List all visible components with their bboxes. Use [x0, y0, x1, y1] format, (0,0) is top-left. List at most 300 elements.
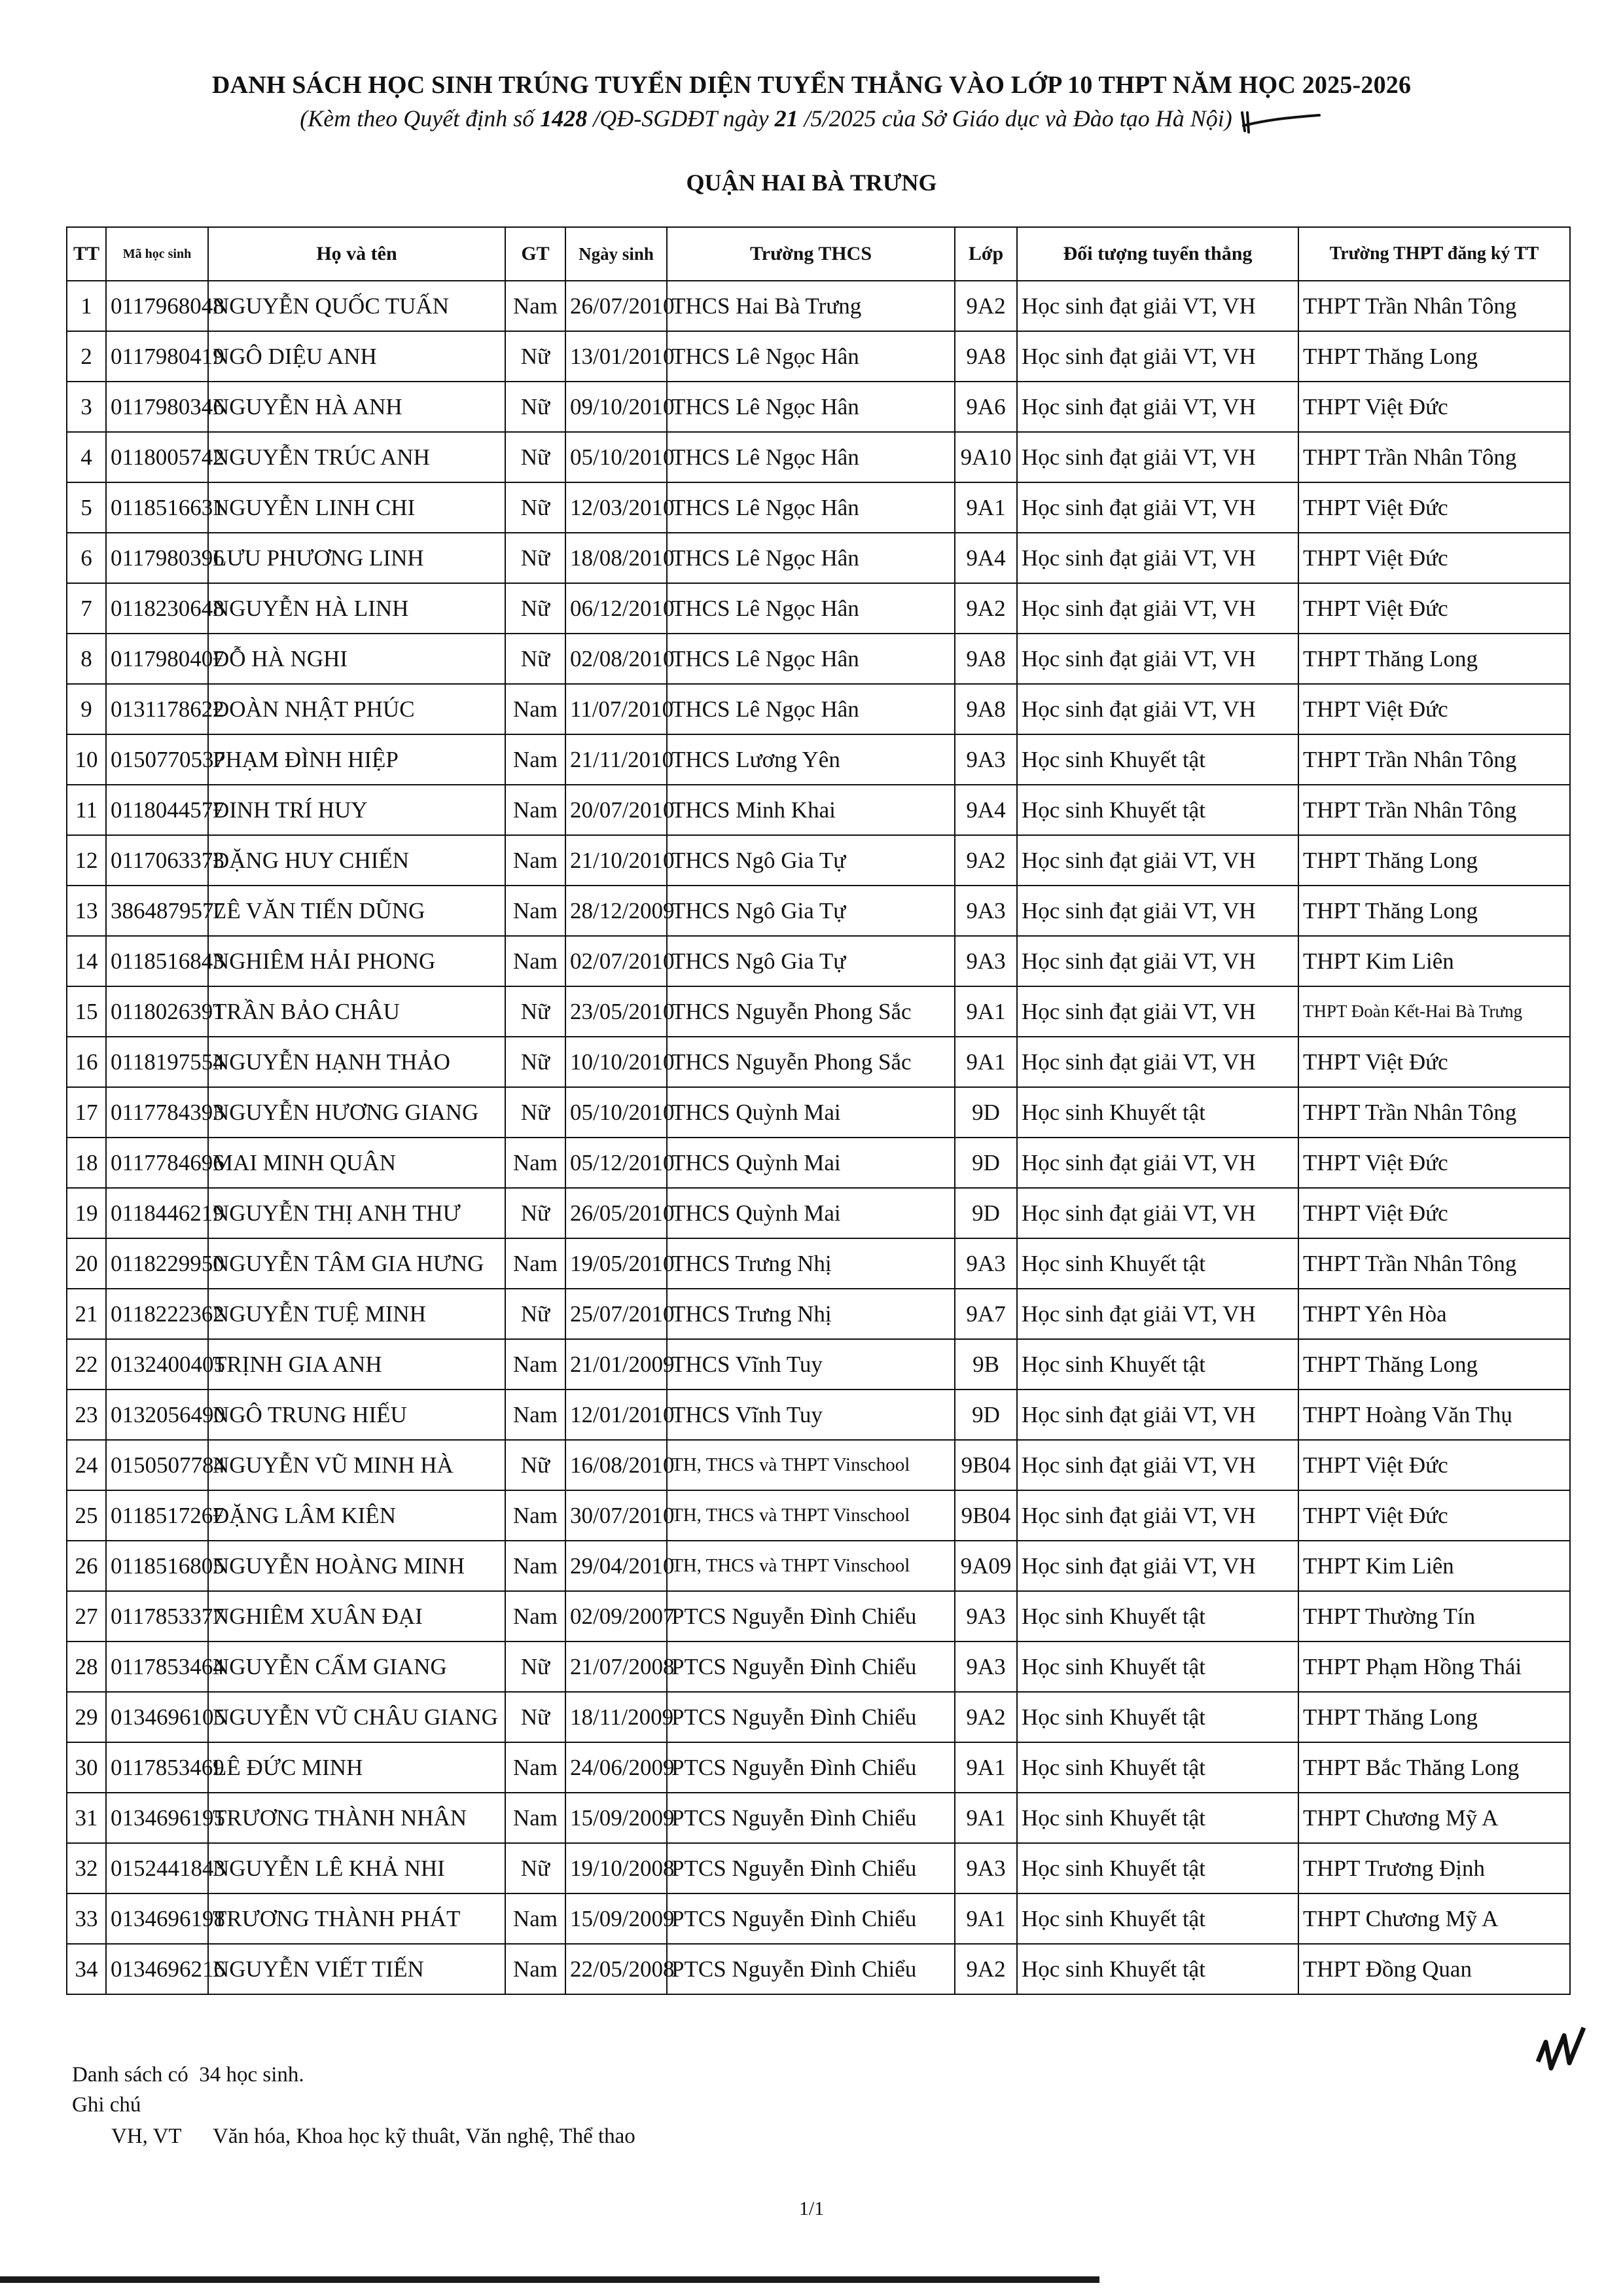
subtitle-pre: (Kèm theo Quyết định số	[300, 105, 535, 132]
birth-date-cell: 24/06/2009	[565, 1742, 667, 1793]
full-name-cell: MAI MINH QUÂN	[208, 1138, 505, 1188]
gender-cell: Nữ	[505, 382, 565, 432]
row-number-cell: 1	[67, 281, 106, 331]
gender-cell: Nữ	[505, 533, 565, 583]
table-row	[67, 1893, 1570, 1944]
col-header-admission-category: Đối tượng tuyển thẳng	[1017, 227, 1298, 281]
registered-high-school-cell: THPT Trần Nhân Tông	[1298, 281, 1570, 331]
secondary-school-cell: THCS Quỳnh Mai	[667, 1138, 955, 1188]
student-code-cell: 0118230648	[106, 583, 208, 634]
registered-high-school-cell: THPT Việt Đức	[1298, 533, 1570, 583]
table-row	[67, 1188, 1570, 1238]
student-count-label: Danh sách có	[72, 2063, 188, 2087]
student-code-cell: 0117980396	[106, 533, 208, 583]
gender-cell: Nữ	[505, 1440, 565, 1490]
col-header-tt: TT	[67, 227, 106, 281]
class-name-cell: 9B04	[955, 1490, 1017, 1541]
student-code-cell: 0118229950	[106, 1238, 208, 1289]
student-code-cell: 0117853469	[106, 1742, 208, 1793]
class-name-cell: 9A7	[955, 1289, 1017, 1339]
row-number-cell: 33	[67, 1893, 106, 1944]
student-code-cell: 0117784393	[106, 1087, 208, 1138]
full-name-cell: NGUYỄN QUỐC TUẤN	[208, 281, 505, 331]
full-name-cell: NGUYỄN HÀ ANH	[208, 382, 505, 432]
secondary-school-cell: THCS Ngô Gia Tự	[667, 835, 955, 886]
class-name-cell: 9A3	[955, 886, 1017, 936]
gender-cell: Nam	[505, 936, 565, 986]
class-name-cell: 9A3	[955, 1641, 1017, 1692]
registered-high-school-cell: THPT Việt Đức	[1298, 684, 1570, 734]
table-row	[67, 886, 1570, 936]
secondary-school-cell: THCS Lê Ngọc Hân	[667, 382, 955, 432]
class-name-cell: 9A09	[955, 1541, 1017, 1591]
registered-high-school-cell: THPT Việt Đức	[1298, 583, 1570, 634]
class-name-cell: 9A2	[955, 281, 1017, 331]
row-number-cell: 16	[67, 1037, 106, 1087]
registered-high-school-cell: THPT Thăng Long	[1298, 886, 1570, 936]
registered-high-school-cell: THPT Việt Đức	[1298, 1138, 1570, 1188]
table-row	[67, 835, 1570, 886]
student-code-cell: 0134696216	[106, 1944, 208, 1994]
gender-cell: Nữ	[505, 634, 565, 684]
registered-high-school-cell: THPT Kim Liên	[1298, 936, 1570, 986]
row-number-cell: 32	[67, 1843, 106, 1893]
birth-date-cell: 15/09/2009	[565, 1793, 667, 1843]
admission-category-cell: Học sinh Khuyết tật	[1017, 1692, 1298, 1742]
full-name-cell: NGUYỄN HẠNH THẢO	[208, 1037, 505, 1087]
birth-date-cell: 19/10/2008	[565, 1843, 667, 1893]
birth-date-cell: 15/09/2009	[565, 1893, 667, 1944]
registered-high-school-cell: THPT Thăng Long	[1298, 634, 1570, 684]
birth-date-cell: 11/07/2010	[565, 684, 667, 734]
registered-high-school-cell: THPT Việt Đức	[1298, 1037, 1570, 1087]
registered-high-school-cell: THPT Trần Nhân Tông	[1298, 432, 1570, 482]
class-name-cell: 9A1	[955, 1037, 1017, 1087]
birth-date-cell: 18/11/2009	[565, 1692, 667, 1742]
secondary-school-cell: PTCS Nguyễn Đình Chiểu	[667, 1843, 955, 1893]
table-row	[67, 1339, 1570, 1390]
row-number-cell: 12	[67, 835, 106, 886]
full-name-cell: NGUYỄN TÂM GIA HƯNG	[208, 1238, 505, 1289]
table-row	[67, 1087, 1570, 1138]
secondary-school-cell: THCS Vĩnh Tuy	[667, 1339, 955, 1390]
table-row	[67, 734, 1570, 785]
table-row	[67, 1641, 1570, 1692]
student-code-cell: 0118197554	[106, 1037, 208, 1087]
birth-date-cell: 26/05/2010	[565, 1188, 667, 1238]
admission-category-cell: Học sinh Khuyết tật	[1017, 1843, 1298, 1893]
gender-cell: Nữ	[505, 1087, 565, 1138]
gender-cell: Nam	[505, 835, 565, 886]
birth-date-cell: 28/12/2009	[565, 886, 667, 936]
table-row	[67, 1289, 1570, 1339]
admission-category-cell: Học sinh đạt giải VT, VH	[1017, 1490, 1298, 1541]
registered-high-school-cell: THPT Đồng Quan	[1298, 1944, 1570, 1994]
secondary-school-cell: THCS Quỳnh Mai	[667, 1087, 955, 1138]
student-code-cell: 0117968048	[106, 281, 208, 331]
row-number-cell: 25	[67, 1490, 106, 1541]
student-code-cell: 0117853377	[106, 1591, 208, 1641]
gender-cell: Nam	[505, 1390, 565, 1440]
birth-date-cell: 18/08/2010	[565, 533, 667, 583]
row-number-cell: 34	[67, 1944, 106, 1994]
gender-cell: Nam	[505, 1138, 565, 1188]
registered-high-school-cell: THPT Đoàn Kết-Hai Bà Trưng	[1298, 986, 1570, 1037]
secondary-school-cell: THCS Lê Ngọc Hân	[667, 684, 955, 734]
gender-cell: Nam	[505, 1591, 565, 1641]
row-number-cell: 6	[67, 533, 106, 583]
full-name-cell: NGUYỄN LINH CHI	[208, 482, 505, 533]
handwritten-decision-day: 21	[774, 105, 798, 132]
full-name-cell: LÊ VĂN TIẾN DŨNG	[208, 886, 505, 936]
full-name-cell: NGUYỄN LÊ KHẢ NHI	[208, 1843, 505, 1893]
birth-date-cell: 29/04/2010	[565, 1541, 667, 1591]
full-name-cell: NGUYỄN TRÚC ANH	[208, 432, 505, 482]
full-name-cell: NGÔ TRUNG HIẾU	[208, 1390, 505, 1440]
student-code-cell: 0150507784	[106, 1440, 208, 1490]
secondary-school-cell: TH, THCS và THPT Vinschool	[667, 1541, 955, 1591]
registered-high-school-cell: THPT Việt Đức	[1298, 1188, 1570, 1238]
gender-cell: Nam	[505, 886, 565, 936]
page-number: 1/1	[798, 2198, 825, 2219]
class-name-cell: 9D	[955, 1188, 1017, 1238]
row-number-cell: 13	[67, 886, 106, 936]
admission-category-cell: Học sinh đạt giải VT, VH	[1017, 331, 1298, 382]
student-code-cell: 0118516805	[106, 1541, 208, 1591]
student-code-cell: 0118026391	[106, 986, 208, 1037]
table-row	[67, 1238, 1570, 1289]
admission-category-cell: Học sinh đạt giải VT, VH	[1017, 1188, 1298, 1238]
student-code-cell: 0117980346	[106, 382, 208, 432]
row-number-cell: 24	[67, 1440, 106, 1490]
admission-category-cell: Học sinh đạt giải VT, VH	[1017, 634, 1298, 684]
table-row	[67, 281, 1570, 331]
class-name-cell: 9A2	[955, 835, 1017, 886]
gender-cell: Nữ	[505, 432, 565, 482]
secondary-school-cell: THCS Ngô Gia Tự	[667, 886, 955, 936]
registered-high-school-cell: THPT Yên Hòa	[1298, 1289, 1570, 1339]
class-name-cell: 9A2	[955, 583, 1017, 634]
student-code-cell: 0134696198	[106, 1893, 208, 1944]
student-code-cell: 0134696105	[106, 1692, 208, 1742]
birth-date-cell: 05/12/2010	[565, 1138, 667, 1188]
table-row	[67, 1490, 1570, 1541]
registered-high-school-cell: THPT Việt Đức	[1298, 1440, 1570, 1490]
student-count-value: 34 học sinh.	[199, 2063, 304, 2087]
table-row	[67, 1944, 1570, 1994]
full-name-cell: TRỊNH GIA ANH	[208, 1339, 505, 1390]
class-name-cell: 9A2	[955, 1692, 1017, 1742]
secondary-school-cell: THCS Lê Ngọc Hân	[667, 583, 955, 634]
class-name-cell: 9A1	[955, 1893, 1017, 1944]
row-number-cell: 29	[67, 1692, 106, 1742]
registered-high-school-cell: THPT Kim Liên	[1298, 1541, 1570, 1591]
registered-high-school-cell: THPT Trần Nhân Tông	[1298, 1087, 1570, 1138]
class-name-cell: 9A3	[955, 1843, 1017, 1893]
student-code-cell: 0152441843	[106, 1843, 208, 1893]
admission-category-cell: Học sinh Khuyết tật	[1017, 1591, 1298, 1641]
class-name-cell: 9A10	[955, 432, 1017, 482]
class-name-cell: 9A4	[955, 533, 1017, 583]
gender-cell: Nữ	[505, 583, 565, 634]
full-name-cell: TRẦN BẢO CHÂU	[208, 986, 505, 1037]
table-row	[67, 785, 1570, 835]
row-number-cell: 8	[67, 634, 106, 684]
student-code-cell: 0117980419	[106, 331, 208, 382]
registered-high-school-cell: THPT Trần Nhân Tông	[1298, 785, 1570, 835]
secondary-school-cell: THCS Vĩnh Tuy	[667, 1390, 955, 1440]
class-name-cell: 9A3	[955, 1591, 1017, 1641]
row-number-cell: 31	[67, 1793, 106, 1843]
admission-category-cell: Học sinh đạt giải VT, VH	[1017, 835, 1298, 886]
table-row	[67, 1390, 1570, 1440]
registered-high-school-cell: THPT Việt Đức	[1298, 382, 1570, 432]
gender-cell: Nam	[505, 734, 565, 785]
secondary-school-cell: THCS Ngô Gia Tự	[667, 936, 955, 986]
student-code-cell: 0131178622	[106, 684, 208, 734]
student-code-cell: 0118517267	[106, 1490, 208, 1541]
gender-cell: Nữ	[505, 482, 565, 533]
col-header-registered-high-school: Trường THPT đăng ký TT	[1298, 227, 1570, 281]
birth-date-cell: 05/10/2010	[565, 1087, 667, 1138]
gender-cell: Nam	[505, 684, 565, 734]
registered-high-school-cell: THPT Thường Tín	[1298, 1591, 1570, 1641]
col-header-full-name: Họ và tên	[208, 227, 505, 281]
secondary-school-cell: TH, THCS và THPT Vinschool	[667, 1490, 955, 1541]
gender-cell: Nam	[505, 1742, 565, 1793]
col-header-class: Lớp	[955, 227, 1017, 281]
birth-date-cell: 09/10/2010	[565, 382, 667, 432]
row-number-cell: 3	[67, 382, 106, 432]
birth-date-cell: 19/05/2010	[565, 1238, 667, 1289]
secondary-school-cell: PTCS Nguyễn Đình Chiểu	[667, 1893, 955, 1944]
col-header-gender: GT	[505, 227, 565, 281]
gender-cell: Nam	[505, 1238, 565, 1289]
initials-signature	[1238, 106, 1323, 136]
gender-cell: Nữ	[505, 1289, 565, 1339]
registered-high-school-cell: THPT Hoàng Văn Thụ	[1298, 1390, 1570, 1440]
gender-cell: Nữ	[505, 986, 565, 1037]
admission-category-cell: Học sinh đạt giải VT, VH	[1017, 1289, 1298, 1339]
table-row	[67, 1138, 1570, 1188]
registered-high-school-cell: THPT Thăng Long	[1298, 1339, 1570, 1390]
table-row	[67, 1440, 1570, 1490]
birth-date-cell: 02/09/2007	[565, 1591, 667, 1641]
full-name-cell: NGUYỄN VŨ MINH HÀ	[208, 1440, 505, 1490]
registered-high-school-cell: THPT Trần Nhân Tông	[1298, 1238, 1570, 1289]
handwritten-check-mark	[1531, 2022, 1590, 2081]
document-subtitle	[0, 105, 1623, 136]
class-name-cell: 9A4	[955, 785, 1017, 835]
handwritten-decision-number: 1428	[540, 105, 588, 132]
table-row	[67, 331, 1570, 382]
birth-date-cell: 10/10/2010	[565, 1037, 667, 1087]
admission-category-cell: Học sinh đạt giải VT, VH	[1017, 936, 1298, 986]
birth-date-cell: 30/07/2010	[565, 1490, 667, 1541]
birth-date-cell: 16/08/2010	[565, 1440, 667, 1490]
admission-category-cell: Học sinh đạt giải VT, VH	[1017, 1037, 1298, 1087]
admission-category-cell: Học sinh Khuyết tật	[1017, 1793, 1298, 1843]
table-row	[67, 1692, 1570, 1742]
table-row	[67, 432, 1570, 482]
full-name-cell: NGUYỄN CẨM GIANG	[208, 1641, 505, 1692]
full-name-cell: TRƯƠNG THÀNH PHÁT	[208, 1893, 505, 1944]
birth-date-cell: 21/11/2010	[565, 734, 667, 785]
row-number-cell: 9	[67, 684, 106, 734]
row-number-cell: 17	[67, 1087, 106, 1138]
admission-category-cell: Học sinh Khuyết tật	[1017, 734, 1298, 785]
table-row	[67, 1742, 1570, 1793]
secondary-school-cell: THCS Lê Ngọc Hân	[667, 331, 955, 382]
admission-category-cell: Học sinh Khuyết tật	[1017, 1742, 1298, 1793]
district-heading: QUẬN HAI BÀ TRƯNG	[686, 170, 937, 196]
subtitle-mid: /QĐ-SGDĐT ngày	[593, 105, 769, 132]
gender-cell: Nam	[505, 1793, 565, 1843]
admission-category-cell: Học sinh đạt giải VT, VH	[1017, 1390, 1298, 1440]
secondary-school-cell: THCS Lê Ngọc Hân	[667, 432, 955, 482]
row-number-cell: 4	[67, 432, 106, 482]
full-name-cell: LƯU PHƯƠNG LINH	[208, 533, 505, 583]
secondary-school-cell: THCS Minh Khai	[667, 785, 955, 835]
full-name-cell: NGUYỄN VŨ CHÂU GIANG	[208, 1692, 505, 1742]
admission-category-cell: Học sinh đạt giải VT, VH	[1017, 382, 1298, 432]
col-header-student-code: Mã học sinh	[106, 227, 208, 281]
admission-category-cell: Học sinh đạt giải VT, VH	[1017, 886, 1298, 936]
class-name-cell: 9B	[955, 1339, 1017, 1390]
class-name-cell: 9A3	[955, 734, 1017, 785]
class-name-cell: 9D	[955, 1390, 1017, 1440]
secondary-school-cell: THCS Nguyễn Phong Sắc	[667, 1037, 955, 1087]
row-number-cell: 15	[67, 986, 106, 1037]
table-row	[67, 634, 1570, 684]
full-name-cell: NGÔ DIỆU ANH	[208, 331, 505, 382]
student-code-cell: 0134696195	[106, 1793, 208, 1843]
student-code-cell: 0132400405	[106, 1339, 208, 1390]
secondary-school-cell: THCS Lê Ngọc Hân	[667, 634, 955, 684]
table-row	[67, 382, 1570, 432]
col-header-secondary-school: Trường THCS	[667, 227, 955, 281]
secondary-school-cell: THCS Lê Ngọc Hân	[667, 482, 955, 533]
table-row	[67, 1843, 1570, 1893]
row-number-cell: 18	[67, 1138, 106, 1188]
full-name-cell: NGHIÊM XUÂN ĐẠI	[208, 1591, 505, 1641]
student-code-cell: 0117853464	[106, 1641, 208, 1692]
secondary-school-cell: THCS Nguyễn Phong Sắc	[667, 986, 955, 1037]
admission-category-cell: Học sinh đạt giải VT, VH	[1017, 281, 1298, 331]
full-name-cell: NGUYỄN HOÀNG MINH	[208, 1541, 505, 1591]
secondary-school-cell: PTCS Nguyễn Đình Chiểu	[667, 1591, 955, 1641]
secondary-school-cell: PTCS Nguyễn Đình Chiểu	[667, 1742, 955, 1793]
note-abbrev-meaning: Văn hóa, Khoa học kỹ thuât, Văn nghệ, Thể thao	[213, 2125, 635, 2148]
registered-high-school-cell: THPT Chương Mỹ A	[1298, 1893, 1570, 1944]
birth-date-cell: 05/10/2010	[565, 432, 667, 482]
admission-category-cell: Học sinh đạt giải VT, VH	[1017, 583, 1298, 634]
full-name-cell: NGHIÊM HẢI PHONG	[208, 936, 505, 986]
class-name-cell: 9A8	[955, 331, 1017, 382]
row-number-cell: 19	[67, 1188, 106, 1238]
birth-date-cell: 22/05/2008	[565, 1944, 667, 1994]
secondary-school-cell: THCS Trưng Nhị	[667, 1289, 955, 1339]
birth-date-cell: 21/07/2008	[565, 1641, 667, 1692]
registered-high-school-cell: THPT Việt Đức	[1298, 1490, 1570, 1541]
secondary-school-cell: THCS Lê Ngọc Hân	[667, 533, 955, 583]
secondary-school-cell: THCS Lương Yên	[667, 734, 955, 785]
row-number-cell: 22	[67, 1339, 106, 1390]
table-row	[67, 1793, 1570, 1843]
birth-date-cell: 06/12/2010	[565, 583, 667, 634]
table-header-row	[67, 227, 1570, 281]
class-name-cell: 9B04	[955, 1440, 1017, 1490]
student-code-cell: 0118044577	[106, 785, 208, 835]
birth-date-cell: 12/01/2010	[565, 1390, 667, 1440]
secondary-school-cell: PTCS Nguyễn Đình Chiểu	[667, 1944, 955, 1994]
birth-date-cell: 13/01/2010	[565, 331, 667, 382]
registered-high-school-cell: THPT Trần Nhân Tông	[1298, 734, 1570, 785]
student-code-cell: 0117063373	[106, 835, 208, 886]
secondary-school-cell: PTCS Nguyễn Đình Chiểu	[667, 1692, 955, 1742]
class-name-cell: 9D	[955, 1087, 1017, 1138]
birth-date-cell: 12/03/2010	[565, 482, 667, 533]
table-row	[67, 986, 1570, 1037]
full-name-cell: NGUYỄN TUỆ MINH	[208, 1289, 505, 1339]
admission-category-cell: Học sinh đạt giải VT, VH	[1017, 684, 1298, 734]
class-name-cell: 9A8	[955, 684, 1017, 734]
table-row	[67, 482, 1570, 533]
student-code-cell: 0132056490	[106, 1390, 208, 1440]
student-code-cell: 0118516843	[106, 936, 208, 986]
gender-cell: Nữ	[505, 1692, 565, 1742]
student-table	[66, 226, 1571, 1995]
class-name-cell: 9A1	[955, 986, 1017, 1037]
class-name-cell: 9A3	[955, 1238, 1017, 1289]
full-name-cell: NGUYỄN HÀ LINH	[208, 583, 505, 634]
row-number-cell: 5	[67, 482, 106, 533]
col-header-birth-date: Ngày sinh	[565, 227, 667, 281]
full-name-cell: TRƯƠNG THÀNH NHÂN	[208, 1793, 505, 1843]
birth-date-cell: 02/07/2010	[565, 936, 667, 986]
gender-cell: Nam	[505, 785, 565, 835]
row-number-cell: 21	[67, 1289, 106, 1339]
class-name-cell: 9D	[955, 1138, 1017, 1188]
birth-date-cell: 02/08/2010	[565, 634, 667, 684]
admission-category-cell: Học sinh Khuyết tật	[1017, 1893, 1298, 1944]
row-number-cell: 27	[67, 1591, 106, 1641]
full-name-cell: NGUYỄN HƯƠNG GIANG	[208, 1087, 505, 1138]
gender-cell: Nam	[505, 1541, 565, 1591]
registered-high-school-cell: THPT Bắc Thăng Long	[1298, 1742, 1570, 1793]
row-number-cell: 14	[67, 936, 106, 986]
row-number-cell: 23	[67, 1390, 106, 1440]
row-number-cell: 7	[67, 583, 106, 634]
class-name-cell: 9A8	[955, 634, 1017, 684]
student-code-cell: 0118446219	[106, 1188, 208, 1238]
admission-category-cell: Học sinh đạt giải VT, VH	[1017, 533, 1298, 583]
note-abbrev: VH, VT	[111, 2125, 182, 2148]
table-row	[67, 583, 1570, 634]
admission-category-cell: Học sinh đạt giải VT, VH	[1017, 1138, 1298, 1188]
admission-category-cell: Học sinh Khuyết tật	[1017, 1087, 1298, 1138]
row-number-cell: 30	[67, 1742, 106, 1793]
class-name-cell: 9A2	[955, 1944, 1017, 1994]
full-name-cell: ĐẶNG HUY CHIẾN	[208, 835, 505, 886]
secondary-school-cell: PTCS Nguyễn Đình Chiểu	[667, 1793, 955, 1843]
registered-high-school-cell: THPT Trương Định	[1298, 1843, 1570, 1893]
registered-high-school-cell: THPT Phạm Hồng Thái	[1298, 1641, 1570, 1692]
full-name-cell: NGUYỄN THỊ ANH THƯ	[208, 1188, 505, 1238]
gender-cell: Nữ	[505, 1641, 565, 1692]
admission-category-cell: Học sinh Khuyết tật	[1017, 785, 1298, 835]
full-name-cell: PHẠM ĐÌNH HIỆP	[208, 734, 505, 785]
